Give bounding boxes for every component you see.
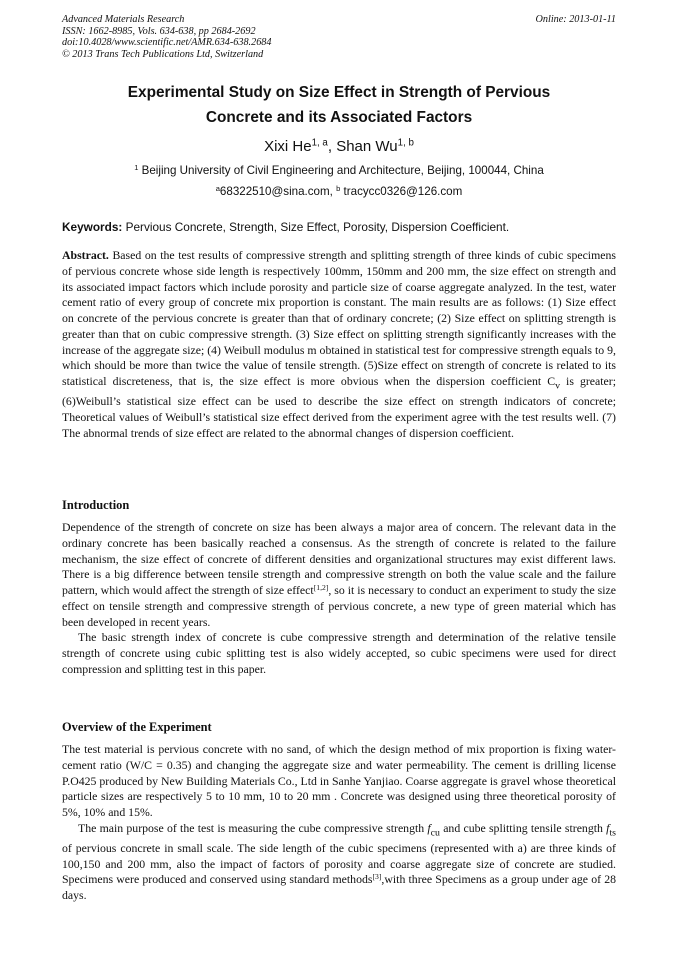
copyright-line: © 2013 Trans Tech Publications Ltd, Switzerland xyxy=(62,48,264,60)
issn-line: ISSN: 1662-8985, Vols. 634-638, pp 2684-2692 xyxy=(62,25,256,37)
author-separator: , xyxy=(327,138,337,155)
overview-paragraph-2 xyxy=(62,821,616,904)
overview-text-2b: and cube splitting tensile strength xyxy=(439,820,607,835)
fts-symbol: f xyxy=(606,820,610,835)
intro-paragraph-2: The basic strength index of concrete is cube compressive strength and determination of the relative tensile strength of concrete using cubic splitting test is also widely accepted, so cubic specimens were used for direct compression and splitting test in this paper. xyxy=(62,630,616,676)
keywords-text: Pervious Concrete, Strength, Size Effect, Porosity, Dispersion Coefficient. xyxy=(122,220,510,234)
affiliation-text: Beijing University of Civil Engineering and Architecture, Beijing, 100044, China xyxy=(138,164,544,177)
author-2-name: Shan Wu xyxy=(336,138,398,155)
abstract xyxy=(62,248,616,441)
abstract-text-1: Based on the test results of compressive strength and splitting strength of three kinds of cubic specimens of pervious concrete whose side length is respectively 100mm, 150mm and 200 mm, the size effect on strength and its associated impact factors which include porosity and particle size of coarse aggregate analyzed. In the test, water cement ratio of every group of concrete mix proportion is constant. The main results are as follows: (1) Size effect on concrete of the pervious concrete is greater than that of ordinary concrete; (2) Size effect on splitting strength is greater than that on cubic compressive strength. (3) Size effect on splitting strength significantly increases with the increase of the aggregate size; (4) Weibull modulus m obtained in statistical test for compressive strength equals to 9, which should be more than twice the value of tensile strength. (5)Size effect on strength of concrete is related to its statistical discreteness, that is, the size effect is more obvious when the dispersion coefficient C xyxy=(62,248,616,388)
fts-subscript: ts xyxy=(609,827,616,839)
email-a-sup: a xyxy=(215,183,220,193)
cv-subscript: v xyxy=(555,380,560,392)
online-date: Online: 2013-01-11 xyxy=(535,14,616,25)
keywords-label: Keywords: xyxy=(62,220,123,234)
introduction-section xyxy=(62,520,616,678)
email-b[interactable]: tracycc0326@126.com xyxy=(340,185,463,198)
paper-title xyxy=(62,80,616,130)
email-b-sup: b xyxy=(336,183,341,193)
overview-citation-3[interactable]: [3] xyxy=(372,872,382,882)
affiliation-sup: 1 xyxy=(134,162,139,172)
title-line-1: Experimental Study on Size Effect in Strength of Pervious xyxy=(127,84,551,101)
introduction-heading: Introduction xyxy=(62,498,130,512)
abstract-text-2: is greater; (6)Weibull’s statistical size effect can be used to describe the size effect on strength indicators of concrete; Theoretical values of Weibull’s statistical size effect derived from the experiment agree with the test results well. (7) The abnormal trends of size effect are related to the abnormal changes of dispersion coefficient. xyxy=(62,374,616,440)
abstract-paragraph xyxy=(62,248,616,441)
author-2-sup: 1, b xyxy=(397,137,414,149)
author-list xyxy=(62,137,616,157)
doi-line[interactable]: doi:10.4028/www.scientific.net/AMR.634-638.2684 xyxy=(62,37,272,49)
affiliation xyxy=(62,163,616,179)
journal-header xyxy=(62,14,616,60)
intro-citation-1-2[interactable]: [1,2] xyxy=(313,582,329,592)
fcu-symbol: f xyxy=(427,820,431,835)
overview-text-2c: of pervious concrete in small scale. The side length of the cubic specimens (represented with a) are three kinds of 100,150 and 200 mm, also the impact of factors of porosity and coarse aggregate size of concrete are studied. Specimens were produced and conserved using standard methods xyxy=(62,840,616,887)
overview-paragraph-1: The test material is pervious concrete with no sand, of which the design method of mix proportion is fixing water-cement ratio (W/C = 0.35) and changing the aggregate size and water permeability. The cement is drilling license P.O425 produced by New Building Materials Co., Ltd in Sanhe Yanjiao. Coarse aggregate is gravel whose theoretical particle sizes are respectively 5 to 10 mm, 10 to 20 mm . Concrete was designed using three theoretical porosity of 5%, 10% and 15%. xyxy=(62,742,617,819)
journal-name: Advanced Materials Research xyxy=(62,14,185,25)
overview-section xyxy=(62,742,616,904)
author-emails xyxy=(62,184,616,200)
abstract-label: Abstract. xyxy=(62,248,109,262)
keywords xyxy=(62,220,616,235)
title-line-2: Concrete and its Associated Factors xyxy=(205,109,473,126)
fcu-subscript: cu xyxy=(430,827,440,839)
overview-text-2d: ,with three Specimens as a group under age of 28 days. xyxy=(62,872,616,903)
email-a[interactable]: 68322510@sina.com, xyxy=(219,185,337,198)
author-1-sup: 1, a xyxy=(311,137,328,149)
intro-text-1b: , so it is necessary to conduct an experiment to study the size effect on tensile strength and compressive strength of pervious concrete, a new type of green material which has been developed in recent years. xyxy=(62,583,616,629)
intro-text-1a: Dependence of the strength of concrete on size has been always a major area of concern. The relevant data in the ordinary concrete has been basically reached a consensus. As the strength of concrete is related to the failure mechanism, the size effect of concrete of different densities and organizational structures may exist different laws. There is a big difference between tensile strength and compressive strength on both the value scale and the failure pattern, which would affect the strength of size effect xyxy=(62,520,616,597)
overview-heading: Overview of the Experiment xyxy=(62,720,212,734)
author-1-name: Xixi He xyxy=(264,138,312,155)
intro-paragraph-1 xyxy=(62,520,616,630)
overview-text-2a: The main purpose of the test is measuring the cube compressive strength xyxy=(78,820,428,835)
